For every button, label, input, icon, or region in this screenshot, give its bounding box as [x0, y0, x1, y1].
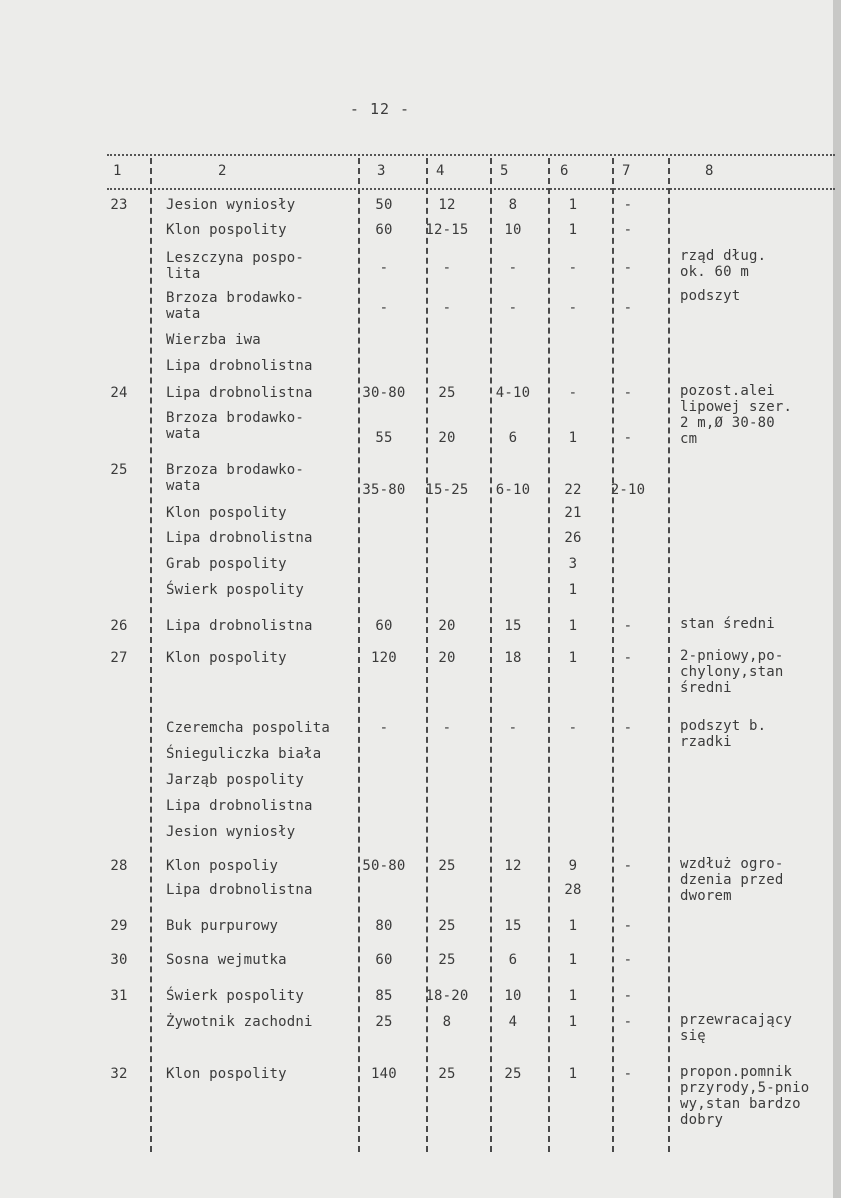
value-c4: 25 [438, 858, 456, 874]
value-c4: 8 [442, 1014, 452, 1030]
value-c5: 4-10 [495, 385, 531, 401]
value-c6: 22 [564, 482, 582, 498]
value-c3: 80 [375, 918, 393, 934]
value-c4: 15-25 [425, 482, 469, 498]
species-name: Wierzba iwa [166, 332, 261, 348]
column-divider [150, 158, 152, 1152]
species-name: Lipa drobnolistna [166, 530, 313, 546]
value-c5: 12 [504, 858, 522, 874]
value-c3: 60 [375, 222, 393, 238]
row-number: 24 [110, 385, 128, 401]
value-c7: - [623, 300, 633, 316]
value-c4: - [442, 300, 452, 316]
value-c5: 10 [504, 222, 522, 238]
value-c6: 21 [564, 505, 582, 521]
table-header-rule [107, 188, 835, 190]
species-name: Brzoza brodawko- wata [166, 290, 305, 322]
species-name: Leszczyna pospo- lita [166, 250, 305, 282]
row-number: 26 [110, 618, 128, 634]
species-name: Buk purpurowy [166, 918, 279, 934]
value-c7: - [623, 430, 633, 446]
value-c4: 25 [438, 1066, 456, 1082]
remark: przewracający się [680, 1012, 793, 1044]
value-c7: - [623, 222, 633, 238]
value-c5: 25 [504, 1066, 522, 1082]
value-c5: 15 [504, 918, 522, 934]
species-name: Brzoza brodawko- wata [166, 462, 305, 494]
value-c5: 10 [504, 988, 522, 1004]
column-divider [668, 158, 670, 1152]
species-name: Czeremcha pospolita [166, 720, 330, 736]
value-c6: 1 [568, 430, 578, 446]
value-c6: 1 [568, 650, 578, 666]
species-name: Żywotnik zachodni [166, 1014, 313, 1030]
value-c7: - [623, 952, 633, 968]
value-c3: 140 [371, 1066, 397, 1082]
value-c4: 25 [438, 952, 456, 968]
row-number: 23 [110, 197, 128, 213]
value-c7: - [623, 1066, 633, 1082]
species-name: Klon pospolity [166, 505, 287, 521]
value-c4: - [442, 260, 452, 276]
column-divider [490, 158, 492, 1152]
value-c3: 50-80 [362, 858, 406, 874]
column-divider [612, 158, 614, 1152]
column-header-3: 3 [377, 163, 386, 179]
species-name: Klon pospolity [166, 222, 287, 238]
column-header-2: 2 [218, 163, 227, 179]
species-name: Jesion wyniosły [166, 824, 296, 840]
value-c3: 25 [375, 1014, 393, 1030]
value-c7: - [623, 618, 633, 634]
value-c7: - [623, 988, 633, 1004]
species-name: Świerk pospolity [166, 988, 305, 1004]
value-c6: - [568, 720, 578, 736]
value-c7: - [623, 197, 633, 213]
value-c3: 60 [375, 618, 393, 634]
value-c7: - [623, 260, 633, 276]
value-c6: 1 [568, 582, 578, 598]
species-name: Brzoza brodawko- wata [166, 410, 305, 442]
value-c3: 60 [375, 952, 393, 968]
species-name: Jarząb pospolity [166, 772, 305, 788]
value-c5: 6-10 [495, 482, 531, 498]
species-name: Klon pospoliy [166, 858, 279, 874]
value-c7: - [623, 1014, 633, 1030]
column-divider [426, 158, 428, 1152]
species-name: Lipa drobnolistna [166, 882, 313, 898]
value-c6: 1 [568, 988, 578, 1004]
value-c5: 4 [508, 1014, 518, 1030]
value-c6: - [568, 260, 578, 276]
column-divider [358, 158, 360, 1152]
remark: pozost.alei lipowej szer. 2 m,Ø 30-80 cm [680, 383, 793, 447]
value-c4: 18-20 [425, 988, 469, 1004]
value-c5: 6 [508, 952, 518, 968]
species-name: Klon pospolity [166, 1066, 287, 1082]
value-c4: 12-15 [425, 222, 469, 238]
column-header-1: 1 [113, 163, 122, 179]
value-c4: 20 [438, 430, 456, 446]
value-c6: - [568, 300, 578, 316]
value-c7: - [623, 720, 633, 736]
species-name: Jesion wyniosły [166, 197, 296, 213]
value-c3: 50 [375, 197, 393, 213]
page-number: - 12 - [349, 100, 411, 118]
value-c5: 18 [504, 650, 522, 666]
row-number: 28 [110, 858, 128, 874]
value-c5: - [508, 260, 518, 276]
value-c3: 85 [375, 988, 393, 1004]
value-c5: - [508, 300, 518, 316]
species-name: Grab pospolity [166, 556, 287, 572]
remark: 2-pniowy,po- chylony,stan średni [680, 648, 784, 696]
value-c4: - [442, 720, 452, 736]
row-number: 25 [110, 462, 128, 478]
value-c4: 20 [438, 618, 456, 634]
value-c6: 1 [568, 952, 578, 968]
row-number: 27 [110, 650, 128, 666]
value-c3: 35-80 [362, 482, 406, 498]
species-name: Lipa drobnolistna [166, 385, 313, 401]
value-c7: - [623, 918, 633, 934]
value-c6: 9 [568, 858, 578, 874]
remark: rząd dług. ok. 60 m [680, 248, 767, 280]
row-number: 29 [110, 918, 128, 934]
row-number: 32 [110, 1066, 128, 1082]
value-c7: - [623, 858, 633, 874]
table-top-rule [107, 154, 835, 156]
value-c6: 1 [568, 1014, 578, 1030]
value-c4: 20 [438, 650, 456, 666]
value-c6: 26 [564, 530, 582, 546]
value-c6: 1 [568, 1066, 578, 1082]
value-c6: 1 [568, 918, 578, 934]
row-number: 30 [110, 952, 128, 968]
remark: podszyt [680, 288, 741, 304]
column-header-6: 6 [560, 163, 569, 179]
value-c3: 30-80 [362, 385, 406, 401]
value-c4: 12 [438, 197, 456, 213]
remark: propon.pomnik przyrody,5-pnio wy,stan bardzo dobry [680, 1064, 810, 1128]
value-c5: 6 [508, 430, 518, 446]
value-c6: 28 [564, 882, 582, 898]
column-header-7: 7 [622, 163, 631, 179]
value-c6: 1 [568, 197, 578, 213]
remark: stan średni [680, 616, 775, 632]
value-c3: - [379, 300, 389, 316]
value-c7: - [623, 650, 633, 666]
column-divider [548, 158, 550, 1152]
column-header-8: 8 [705, 163, 714, 179]
remark: podszyt b. rzadki [680, 718, 767, 750]
species-name: Klon pospolity [166, 650, 287, 666]
value-c7: - [623, 385, 633, 401]
value-c3: - [379, 260, 389, 276]
value-c6: - [568, 385, 578, 401]
value-c6: 1 [568, 222, 578, 238]
value-c3: 120 [371, 650, 397, 666]
value-c3: - [379, 720, 389, 736]
page-edge-shadow [833, 0, 841, 1198]
value-c5: - [508, 720, 518, 736]
value-c5: 15 [504, 618, 522, 634]
species-name: Świerk pospolity [166, 582, 305, 598]
column-header-4: 4 [436, 163, 445, 179]
species-name: Sosna wejmutka [166, 952, 287, 968]
column-header-5: 5 [500, 163, 509, 179]
value-c6: 1 [568, 618, 578, 634]
value-c7: 2-10 [610, 482, 646, 498]
species-name: Lipa drobnolistna [166, 358, 313, 374]
value-c6: 3 [568, 556, 578, 572]
value-c4: 25 [438, 385, 456, 401]
value-c5: 8 [508, 197, 518, 213]
species-name: Lipa drobnolistna [166, 618, 313, 634]
species-name: Lipa drobnolistna [166, 798, 313, 814]
value-c3: 55 [375, 430, 393, 446]
remark: wzdłuż ogro- dzenia przed dworem [680, 856, 784, 904]
row-number: 31 [110, 988, 128, 1004]
species-name: Śnieguliczka biała [166, 746, 322, 762]
value-c4: 25 [438, 918, 456, 934]
